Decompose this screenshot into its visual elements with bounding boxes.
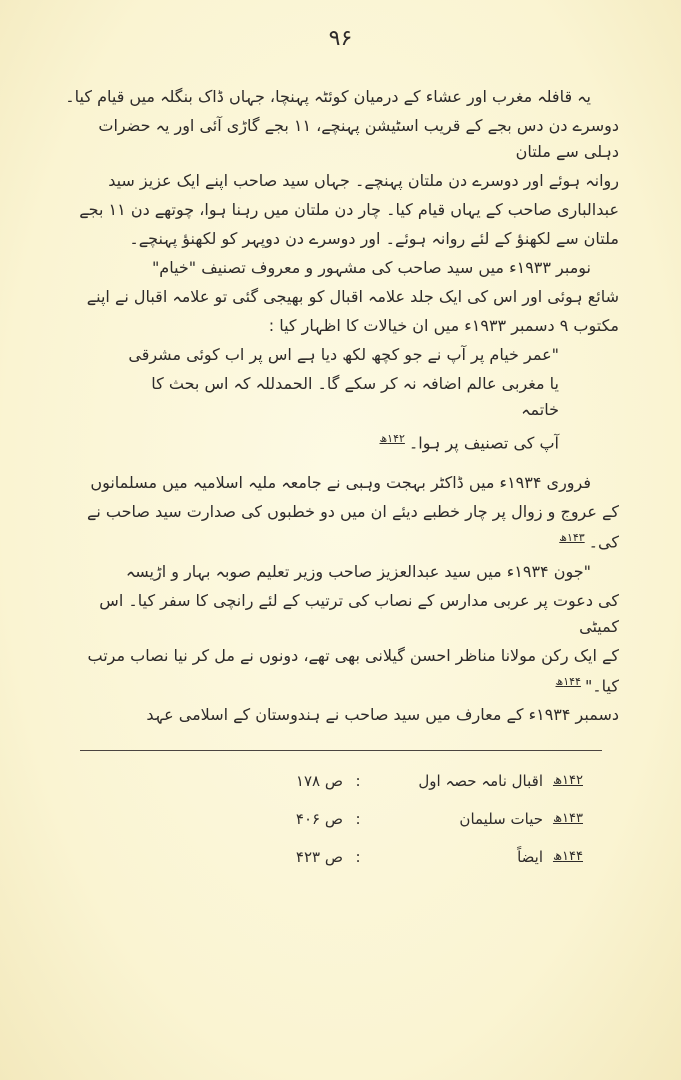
footnote-page: ص ۱۷۸ xyxy=(295,771,343,790)
footnote-number: ۱۴۴ھ xyxy=(552,848,583,864)
text-line: یہ قافلہ مغرب اور عشاء کے درمیان کوئٹہ پہنچا، جہاں ڈاک بنگلہ میں قیام کیا۔ xyxy=(65,87,591,106)
footnotes xyxy=(0,769,681,903)
body-text xyxy=(0,54,681,728)
text-line: مکتوب ۹ دسمبر ۱۹۳۳ء میں ان خیالات کا اظہار کیا : xyxy=(268,316,619,335)
text-line: روانہ ہوئے اور دوسرے دن ملتان پہنچے۔ جہاں سید صاحب اپنے ایک عزیز سید xyxy=(108,171,619,190)
text: کے عروج و زوال پر چار خطبے دیئے ان میں دو خطبوں کی صدارت سید صاحب نے کی۔ xyxy=(87,502,619,552)
text-line: عبدالباری صاحب کے یہاں قیام کیا۔ چار دن ملتان میں رہنا ہوا، چوتھے دن ۱۱ بجے xyxy=(79,200,619,219)
text-line: شائع ہوئی اور اس کی ایک جلد علامہ اقبال کو بھیجی گئی تو علامہ اقبال نے اپنے xyxy=(86,287,619,306)
footnote-page: ص ۴۲۳ xyxy=(295,847,343,866)
footnote-marker: ۱۴۲ھ xyxy=(379,432,405,445)
footnote xyxy=(253,769,583,793)
footnote-separator: : xyxy=(355,847,361,866)
footnote-separator: : xyxy=(355,771,361,790)
footnote xyxy=(253,807,583,831)
page-number: ۹۶ xyxy=(328,26,353,51)
footnote-marker: ۱۴۳ھ xyxy=(559,531,585,545)
quote-text: آپ کی تصنیف پر ہوا۔ xyxy=(408,433,559,453)
text-line: فروری ۱۹۳۴ء میں ڈاکٹر بہجت وہبی نے جامعہ ملیہ اسلامیہ میں مسلمانوں xyxy=(90,473,591,493)
quote-line xyxy=(62,426,619,456)
text-line: دسمبر ۱۹۳۴ء کے معارف میں سید صاحب نے ہندوستان کے اسلامی عہد xyxy=(146,704,619,724)
text-line: "جون ۱۹۳۴ء میں سید عبدالعزیز صاحب وزیر تعلیم صوبہ بہار و اڑیسہ xyxy=(125,561,591,581)
quote-line: "عمر خیام پر آپ نے جو کچھ لکھ دیا ہے اس پر اب کوئی مشرقی xyxy=(128,345,559,364)
footnote-divider xyxy=(80,750,602,751)
text: کے ایک رکن مولانا مناظر احسن گیلانی بھی تھے، دونوں نے مل کر نیا نصاب مرتب کیا۔" xyxy=(87,645,619,695)
quote-line: یا مغربی عالم اضافہ نہ کر سکے گا۔ الحمدللہ کہ اس بحث کا خاتمہ xyxy=(151,374,559,419)
text-line xyxy=(62,643,619,699)
footnote-number: ۱۴۲ھ xyxy=(552,772,583,788)
text-line: ملتان سے لکھنؤ کے لئے روانہ ہوئے۔ اور دوسرے دن دوپہر کو لکھنؤ پہنچے۔ xyxy=(129,229,619,248)
text-line: دوسرے دن دس بجے کے قریب اسٹیشن پہنچے، ۱۱ بجے گاڑی آئی اور یہ حضرات دہلی سے ملتان xyxy=(98,116,619,161)
footnote-source: حیات سلیمان xyxy=(459,809,543,828)
footnote-source: اقبال نامہ حصہ اول xyxy=(418,771,543,790)
footnote xyxy=(253,845,583,869)
text-line xyxy=(62,499,619,555)
text-line: کی دعوت پر عربی مدارس کے نصاب کی ترتیب کے لئے رانچی کا سفر کیا۔ اس کمیٹی xyxy=(99,590,619,636)
text-line: نومبر ۱۹۳۳ء میں سید صاحب کی مشہور و معروف تصنیف "خیام" xyxy=(151,258,591,277)
footnote-marker: ۱۴۴ھ xyxy=(555,674,581,688)
footnote-separator: : xyxy=(355,809,361,828)
footnote-number: ۱۴۳ھ xyxy=(552,810,583,826)
footnote-source: ایضاً xyxy=(517,847,543,866)
footnote-page: ص ۴۰۶ xyxy=(295,809,343,828)
